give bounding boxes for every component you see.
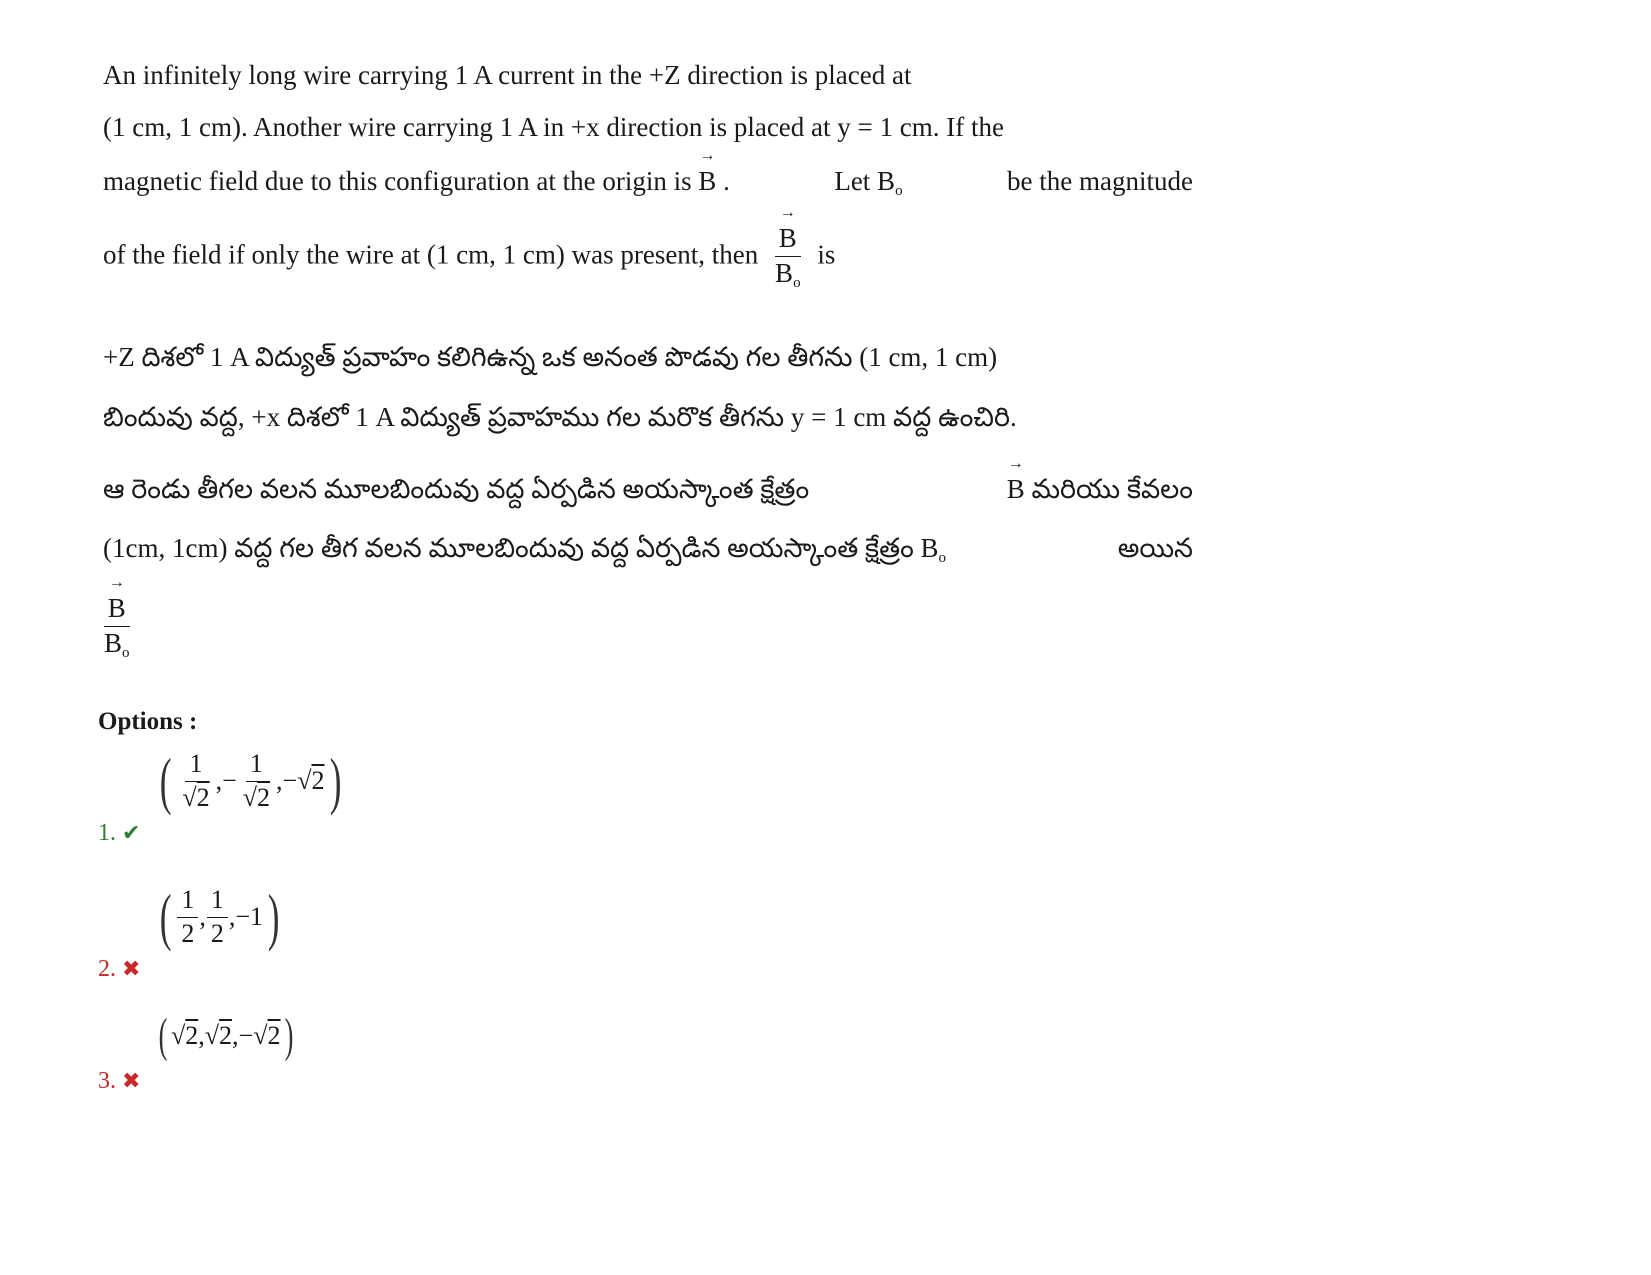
option-2-expression[interactable]: ( $\frac{1}{2}$ , $\frac{1}{2}$ , −1 ) bbox=[159, 881, 280, 952]
option-3[interactable]: 3. ✖ bbox=[98, 1068, 141, 1094]
cross-icon: ✖ bbox=[122, 1068, 141, 1093]
question-line-1: An infinitely long wire carrying 1 A current in the +Z direction is placed at bbox=[103, 60, 912, 90]
telugu-line-4: (1cm, 1cm) వద్ద గల తీగ వలన మూలబిందువు వద్ద ఏర్పడిన అయస్కాంత క్షేత్రం $B_o$ అయిన bbox=[103, 533, 1193, 566]
telugu-ratio: → $\frac{B}{B_o}$ bbox=[100, 592, 134, 663]
question-line-2: (1 cm, 1 cm). Another wire carrying 1 A in +x direction is placed at y = 1 cm. If the bbox=[103, 112, 1004, 142]
telugu-line-1: +Z దిశలో 1 A విద్యుత్ ప్రవాహం కలిగిఉన్న ఒక అనంత పొడవు గల తీగను (1 cm, 1 cm) bbox=[103, 342, 998, 372]
ratio-fraction: → $\frac{B}{B_o}$ bbox=[771, 222, 805, 293]
option-1-expression[interactable]: ( $\frac{1}{√2}$ , − $\frac{1}{√2}$ , − √2 ) bbox=[159, 745, 342, 816]
check-icon: ✔ bbox=[122, 820, 141, 845]
cross-icon: ✖ bbox=[122, 956, 141, 981]
options-header: Options : bbox=[98, 708, 198, 735]
telugu-line-2: బిందువు వద్ద, +x దిశలో 1 A విద్యుత్ ప్రవాహము గల మరొక తీగను y = 1 cm వద్ద ఉంచిరి. bbox=[103, 402, 1017, 432]
option-2[interactable]: 2. ✖ bbox=[98, 956, 141, 982]
option-1[interactable]: 1. ✔ bbox=[98, 820, 141, 846]
question-line-4: of the field if only the wire at (1 cm, 1 cm) was present, then → $\frac{B}{B_o}$ is bbox=[103, 222, 835, 293]
option-3-expression[interactable]: ( √2 , √2 , − √2 ) bbox=[158, 1009, 293, 1062]
vector-b: → B bbox=[698, 166, 716, 197]
question-line-3: magnetic field due to this configuration at the origin is → B . Let $B_o$ be the magnitude bbox=[103, 166, 1193, 200]
telugu-line-3: ఆ రెండు తీగల వలన మూలబిందువు వద్ద ఏర్పడిన అయస్కాంత క్షేత్రం → B మరియు కేవలం bbox=[103, 474, 1193, 512]
